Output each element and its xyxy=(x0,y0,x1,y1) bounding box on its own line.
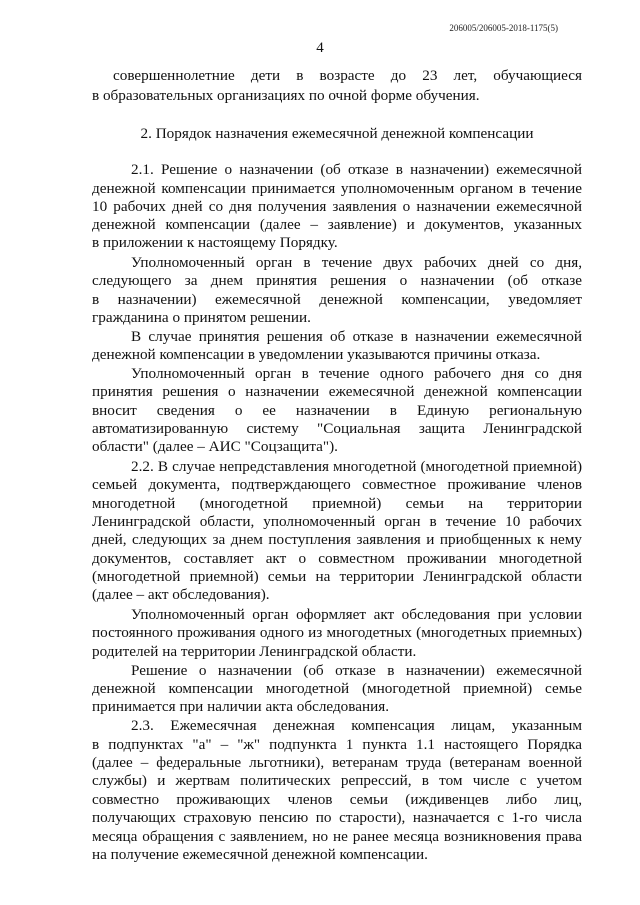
text-line: месяца обращения с заявлением, но не ранее месяца возникновения права xyxy=(92,828,582,845)
text-line: принимается при наличии акта обследования. xyxy=(92,698,390,715)
text-line: 2.3. Ежемесячная денежная компенсация лицам, указанным xyxy=(131,717,582,734)
text-line: постоянного проживания одного из многодетных (многодетных приемных) xyxy=(92,624,582,641)
text-line: принятия решения о назначении ежемесячной денежной компенсации xyxy=(92,383,582,400)
text-line: (далее – федеральные льготники), ветеранам труда (ветеранам военной xyxy=(92,754,582,771)
text-line: службы) и жертвам политических репрессий, в том числе с учетом xyxy=(92,772,582,789)
text-line: дней, следующих за днем поступления заявления и приобщенных к нему xyxy=(92,531,582,548)
text-line: родителей на территории Ленинградской области. xyxy=(92,643,417,660)
text-line: (многодетной приемной) семьи на территории Ленинградской области xyxy=(92,568,582,585)
text-line: в подпунктах "а" – "ж" подпункта 1 пункта 1.1 настоящего Порядка xyxy=(92,736,582,753)
text-line: В случае принятия решения об отказе в назначении ежемесячной xyxy=(131,328,582,345)
text-line: Уполномоченный орган в течение двух рабочих дней со дня, xyxy=(131,254,582,271)
text-line: в приложении к настоящему Порядку. xyxy=(92,234,338,251)
text-line: Решение о назначении (об отказе в назначении) ежемесячной xyxy=(131,662,582,679)
text-line: документов, составляет акт о совместном проживании многодетной xyxy=(92,550,582,567)
text-line: совместно проживающих членов семьи (иждивенцев либо лиц, xyxy=(92,791,582,808)
text-line: Ленинградской области, уполномоченный орган в течение 10 рабочих xyxy=(92,513,582,530)
text-line: денежной компенсации в уведомлении указываются причины отказа. xyxy=(92,346,541,363)
text-line: денежной компенсации принимается уполномоченным органом в течение xyxy=(92,180,582,197)
text-line: автоматизированную систему "Социальная защита Ленинградской xyxy=(92,420,582,437)
page-number: 4 xyxy=(316,40,324,56)
text-line: семьей документа, подтверждающего совместное проживание членов xyxy=(92,476,582,493)
text-line: 2.2. В случае непредставления многодетной (многодетной приемной) xyxy=(131,458,582,475)
text-line: многодетной (многодетной приемной) семьи на территории xyxy=(92,495,582,512)
text-line: области" (далее – АИС "Соцзащита"). xyxy=(92,438,338,455)
text-line: денежной компенсации многодетной (многодетной приемной) семье xyxy=(92,680,582,697)
text-line: на получение ежемесячной денежной компенсации. xyxy=(92,846,428,863)
text-line: Уполномоченный орган оформляет акт обследования при условии xyxy=(131,606,582,623)
text-line: 10 рабочих дней со дня получения заявления о назначении ежемесячной xyxy=(92,198,582,215)
text-line: следующего за днем принятия решения о назначении (об отказе xyxy=(92,272,582,289)
text-line: вносит сведения о ее назначении в Единую региональную xyxy=(92,402,582,419)
document-id: 206005/206005-2018-1175(5) xyxy=(449,23,558,33)
text-line: в образовательных организациях по очной форме обучения. xyxy=(92,87,480,104)
text-line: денежной компенсации (далее – заявление) и документов, указанных xyxy=(92,216,582,233)
text-line: в назначении) ежемесячной денежной компенсации, уведомляет xyxy=(92,291,582,308)
text-line: гражданина о принятом решении. xyxy=(92,309,311,326)
text-line: получающих страховую пенсию по старости), назначается с 1-го числа xyxy=(92,809,582,826)
text-line: (далее – акт обследования). xyxy=(92,586,270,603)
text-line: 2.1. Решение о назначении (об отказе в назначении) ежемесячной xyxy=(131,161,582,178)
text-line: совершеннолетние дети в возрасте до 23 лет, обучающиеся xyxy=(113,67,582,84)
section-heading: 2. Порядок назначения ежемесячной денежной компенсации xyxy=(140,125,534,142)
text-line: Уполномоченный орган в течение одного рабочего дня со дня xyxy=(131,365,582,382)
